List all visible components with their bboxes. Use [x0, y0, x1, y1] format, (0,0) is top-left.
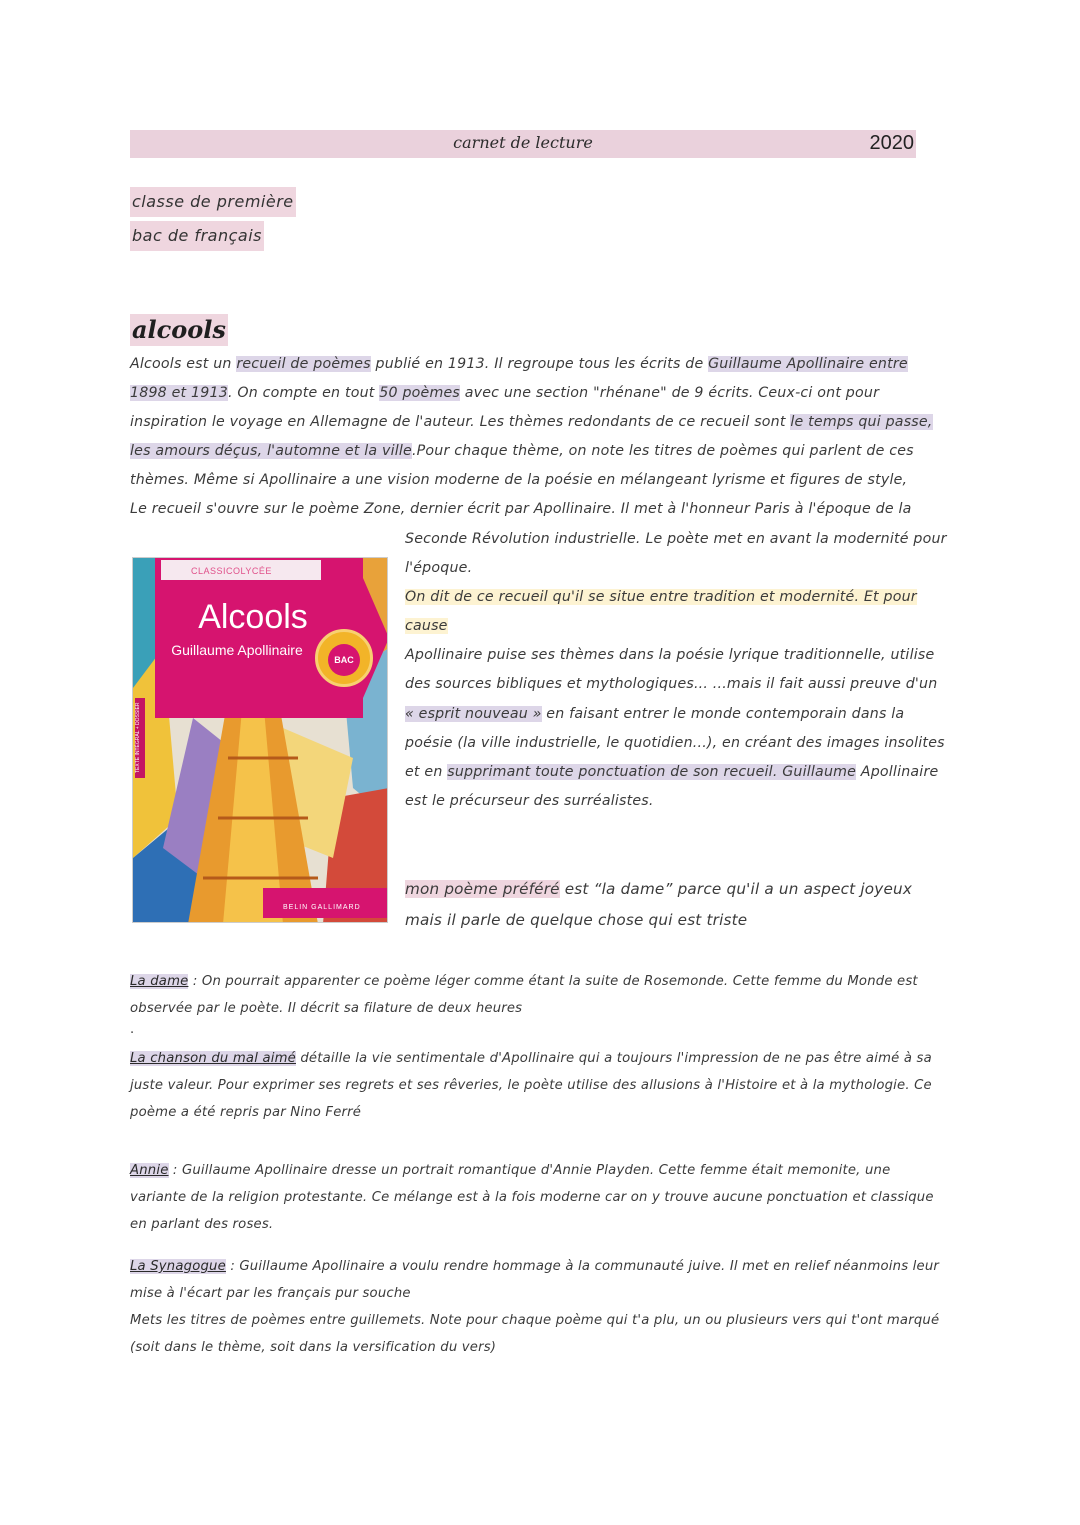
favorite-highlight: mon poème préféré — [405, 880, 560, 898]
poem-description: : Guillaume Apollinaire dresse un portrait romantique d'Annie Playden. Cette femme était memonite, une variante de la religion protestante. Ce mélange est à la fois moderne car on y trouve aucune ponctuation et classique en parlant des roses. — [130, 1163, 934, 1233]
side-highlight: « esprit nouveau » — [405, 705, 542, 722]
intro-highlight: recueil de poèmes — [236, 356, 371, 372]
poem-entry — [130, 1045, 945, 1127]
poem-title: La chanson du mal aimé — [130, 1051, 296, 1066]
cover-title: Alcools — [198, 598, 308, 636]
intro-highlight: Guillaume Apollinaire entre 1898 et 1913 — [130, 356, 908, 402]
instructions: Mets les titres de poèmes entre guillemets. Note pour chaque poème qui t'a plu, un ou plusieurs vers qui t'ont marqué (soit dans le thème, soit dans la versification du vers) — [130, 1313, 940, 1356]
cover-publisher: BELIN GALLIMARD — [283, 904, 361, 911]
header-title: carnet de lecture — [453, 133, 593, 152]
intro-text: Alcools est un — [130, 356, 237, 372]
intro-text: avec une section "rhénane" de 9 écrits. Ceux-ci ont pour inspiration le voyage en Allemagne de l'auteur. Les thèmes redondants de ce recueil sont — [130, 385, 880, 431]
poem-entry — [130, 1157, 945, 1239]
side-text: Apollinaire puise ses thèmes dans la poésie lyrique traditionnelle, utilise des sources bibliques et mythologiques... ...mais il fait aussi preuve d'un — [405, 647, 938, 693]
favorite-poem — [405, 874, 950, 936]
header-year: 2020 — [869, 132, 914, 154]
grade-tag: classe de première — [130, 187, 296, 217]
header-bar — [130, 130, 916, 158]
intro-text: . On compte en tout — [227, 385, 380, 402]
side-yellow-highlight: On dit de ce recueil qu'il se situe entre tradition et modernité. Et pour cause — [405, 589, 917, 635]
separator-dot: . — [130, 1022, 135, 1037]
intro-text: publié en 1913. Il regroupe tous les écrits de — [370, 356, 709, 372]
side-text: Apollinaire est le précurseur des surréalistes. — [405, 763, 939, 809]
cover-collection: CLASSICOLYCÉE — [191, 566, 272, 576]
subject-tag: bac de français — [130, 221, 264, 251]
section-title: alcools — [132, 315, 226, 344]
intro-text: .Pour chaque thème, on note les titres de poèmes qui parlent de ces thèmes. Même si Apollinaire a une vision moderne de la poésie en mélangeant lyrisme et figures de style, — [130, 443, 914, 489]
side-text: en faisant entrer le monde contemporain dans la poésie (la ville industrielle, le quotidien...), en créant des images insolites et en — [405, 705, 945, 780]
side-highlight: supprimant toute ponctuation de son recueil. Guillaume — [447, 763, 857, 780]
cover-side-label: TEXTE INTÉGRAL + DOSSIER — [135, 698, 145, 778]
poem-description: : Guillaume Apollinaire a voulu rendre hommage à la communauté juive. Il met en relief néanmoins leur mise à l'écart par les français pur souche — [130, 1259, 940, 1302]
poem-entry — [130, 968, 945, 1022]
poem-entry — [130, 1253, 945, 1307]
bac-badge-label: BAC — [328, 644, 360, 676]
poem-title: Annie — [130, 1163, 169, 1178]
intro-highlight: le temps qui passe, les amours déçus, l'automne et la ville — [130, 414, 933, 460]
cover-author: Guillaume Apollinaire — [171, 642, 303, 658]
bac-badge — [315, 629, 373, 687]
favorite-text: est “la dame” parce qu'il a un aspect joyeux mais il parle de quelque chose qui est triste — [405, 880, 913, 929]
poem-description: : On pourrait apparenter ce poème léger comme étant la suite de Rosemonde. Cette femme du Monde est observée par le poète. Il décrit sa filature de deux heures — [130, 974, 918, 1017]
intro-paragraph — [130, 350, 945, 525]
poem-title: La Synagogue — [130, 1259, 226, 1274]
intro-text: Le recueil s'ouvre sur le poème Zone, dernier écrit par Apollinaire. Il met à l'honneur Paris à l'époque de la — [130, 501, 912, 518]
side-text: Seconde Révolution industrielle. Le poète met en avant la modernité pour l'époque. — [405, 531, 947, 577]
intro-highlight: 50 poèmes — [379, 385, 460, 402]
book-cover-image — [132, 557, 388, 923]
poem-description: détaille la vie sentimentale d'Apollinaire qui a toujours l'impression de ne pas être aimé à sa juste valeur. Pour exprimer ses regrets et ses rêveries, le poète utilise des allusions à l'Histoire et à la mythologie. Ce poème a été repris par Nino Ferré — [130, 1051, 932, 1121]
side-paragraph — [405, 525, 950, 816]
poem-title: La dame — [130, 974, 189, 989]
